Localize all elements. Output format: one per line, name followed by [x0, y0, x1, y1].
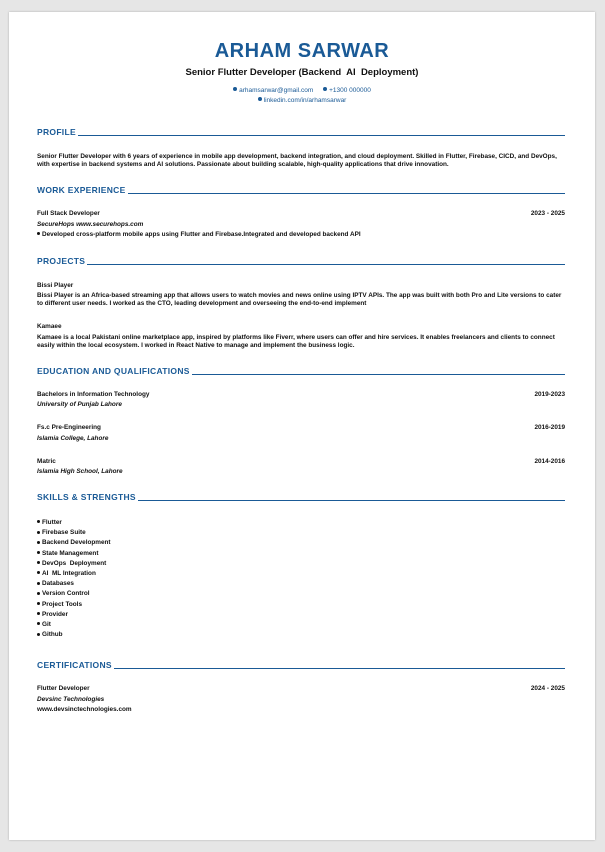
phone-text[interactable]: +1300 000000: [329, 87, 371, 94]
education-dates: 2014-2016: [534, 458, 565, 465]
bullet-icon: [258, 97, 262, 101]
section-header-work: [37, 185, 565, 195]
skill-item: Flutter: [37, 518, 111, 528]
education-degree: Fs.c Pre-Engineering: [37, 424, 101, 431]
skill-item: Project Tools: [37, 600, 111, 610]
skill-item: AI ML Integration: [37, 569, 111, 579]
education-school: Islamia High School, Lahore: [37, 468, 123, 475]
bullet-icon: [37, 602, 40, 605]
section-divider: [87, 264, 565, 265]
education-dates: 2019-2023: [534, 391, 565, 398]
candidate-name: ARHAM SARWAR: [214, 40, 390, 62]
section-divider: [128, 193, 565, 194]
job-company: SecureHops www.securehops.com: [37, 221, 144, 228]
bullet-icon: [37, 622, 40, 625]
certification-dates: 2024 - 2025: [530, 685, 565, 692]
job-dates: 2023 - 2025: [530, 210, 565, 217]
section-divider: [138, 500, 565, 501]
bullet-icon: [37, 612, 40, 615]
bullet-icon: [37, 561, 40, 564]
bullet-icon: [37, 582, 40, 585]
skill-item: State Management: [37, 549, 111, 559]
skill-item: Github: [37, 630, 111, 640]
education-dates: 2016-2019: [534, 424, 565, 431]
bullet-icon: [37, 541, 40, 544]
profile-summary: Senior Flutter Developer with 6 years of experience in mobile app development, backend integration, and cloud deployment. Skilled in Flutter, Firebase, CICD, and DevOps, with expertise in backend systems and AI solutions. Passionate about building scalable, high-quality applications that drive innovation.: [37, 153, 557, 169]
section-title: WORK EXPERIENCE: [37, 185, 126, 195]
bullet-icon: [37, 520, 40, 523]
education-school: Islamia College, Lahore: [37, 435, 109, 442]
skill-item: Databases: [37, 579, 111, 589]
project-description: Kamaee is a local Pakistani online marketplace app, inspired by platforms like Fiverr, where users can offer and hire services. It enables freelancers and clients to connect easily within the local ecosystem. I worked in React Native to manage and implement the business logic.: [37, 334, 555, 350]
skills-list: [37, 518, 111, 640]
section-title: EDUCATION AND QUALIFICATIONS: [37, 366, 190, 376]
job-bullet-text: Developed cross-platform mobile apps using Flutter and Firebase.Integrated and developed backend API: [42, 231, 361, 238]
certification-title: Flutter Developer: [37, 685, 90, 692]
phone-item[interactable]: [323, 87, 371, 94]
section-divider: [192, 374, 565, 375]
section-header-projects: [37, 256, 565, 266]
bullet-icon: [37, 592, 40, 595]
skill-item: Git: [37, 620, 111, 630]
skill-item: Backend Development: [37, 538, 111, 548]
skill-item: Firebase Suite: [37, 528, 111, 538]
bullet-icon: [37, 551, 40, 554]
skill-item: Provider: [37, 610, 111, 620]
section-header-education: [37, 366, 565, 376]
section-header-profile: [37, 127, 565, 137]
section-header-certifications: [37, 660, 565, 670]
bullet-icon: [323, 87, 327, 91]
education-school: University of Punjab Lahore: [37, 401, 122, 408]
job-title: Senior Flutter Developer (Backend AI Deployment): [185, 67, 419, 78]
bullet-icon: [37, 571, 40, 574]
section-title: PROJECTS: [37, 256, 86, 266]
project-title: Bissi Player: [37, 282, 74, 289]
education-degree: Matric: [37, 458, 56, 465]
bullet-icon: [37, 232, 40, 235]
bullet-icon: [233, 87, 237, 91]
contact-row-2: [9, 97, 595, 104]
section-title: PROFILE: [37, 127, 76, 137]
certification-url[interactable]: www.devsinctechnologies.com: [37, 706, 132, 713]
bullet-icon: [37, 531, 40, 534]
email-item[interactable]: [233, 87, 313, 94]
project-description: Bissi Player is an Africa-based streaming app that allows users to watch movies and news online using IPTV APIs. The app was built with both Pro and Lite versions to cater to different user needs. I worked as the CTO, leading development and overseeing the end-to-end implement: [37, 292, 562, 308]
section-title: CERTIFICATIONS: [37, 660, 112, 670]
linkedin-item[interactable]: [258, 97, 347, 104]
section-divider: [114, 668, 565, 669]
certification-org: Devsinc Technologies: [37, 696, 105, 703]
skill-item: DevOps Deployment: [37, 559, 111, 569]
education-degree: Bachelors in Information Technology: [37, 391, 150, 398]
skill-item: Version Control: [37, 589, 111, 599]
section-divider: [78, 135, 565, 136]
bullet-icon: [37, 633, 40, 636]
linkedin-link[interactable]: linkedin.com/in/arhamsarwar: [263, 97, 347, 104]
job-bullet: [37, 231, 565, 239]
job-title-entry: Full Stack Developer: [37, 210, 100, 217]
project-title: Kamaee: [37, 323, 62, 330]
section-header-skills: [37, 492, 565, 502]
section-title: SKILLS & STRENGTHS: [37, 492, 136, 502]
resume-page: [9, 12, 595, 840]
email-text[interactable]: arhamsarwar@gmail.com: [239, 87, 314, 94]
contact-row: [9, 87, 595, 94]
